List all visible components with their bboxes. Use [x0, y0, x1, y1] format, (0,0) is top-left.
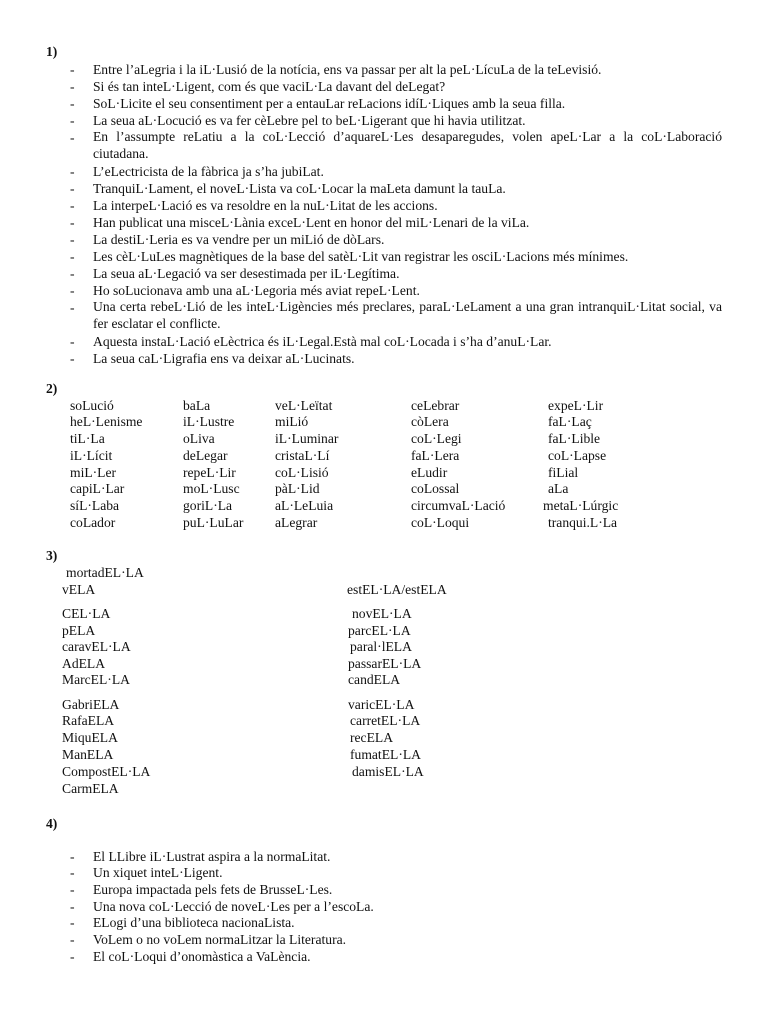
list-item: La seua aL·Locució es va fer cèLebre pel to beL·Ligerant que hi havia utilitzat. — [93, 113, 526, 128]
word-cell: MarcEL·LA — [62, 672, 130, 687]
section-2-number: 2) — [46, 381, 58, 396]
list-dash: - — [70, 113, 75, 128]
list-dash: - — [70, 334, 75, 349]
list-dash: - — [70, 932, 75, 947]
word-cell: oLiva — [183, 431, 215, 446]
section-4-number: 4) — [46, 816, 58, 831]
word-cell: pàL·Lid — [275, 481, 320, 496]
word-cell: parcEL·LA — [348, 623, 411, 638]
list-dash: - — [70, 164, 75, 179]
word-cell: varicEL·LA — [348, 697, 415, 712]
list-item: Han publicat una misceL·Lània exceL·Lent en honor del miL·Lenari de la viLa. — [93, 215, 530, 230]
word-cell: iL·Luminar — [275, 431, 339, 446]
list-item: La seua aL·Legació va ser desestimada per iL·Legítima. — [93, 266, 400, 281]
word-cell: tranqui.L·La — [548, 515, 618, 530]
list-dash: - — [70, 232, 75, 247]
list-item: L’eLectricista de la fàbrica ja s’ha jubiLat. — [93, 164, 324, 179]
word-cell: tiL·La — [70, 431, 105, 446]
word-cell: CompostEL·LA — [62, 764, 151, 779]
list-item: La seua caL·Ligrafia ens va deixar aL·Lucinats. — [93, 351, 355, 366]
list-dash: - — [70, 949, 75, 964]
list-item: TranquiL·Lament, el noveL·Lista va coL·Locar la maLeta damunt la tauLa. — [93, 181, 506, 196]
word-cell: coL·Lapse — [548, 448, 607, 463]
word-cell: coLossal — [411, 481, 460, 496]
word-cell: puL·LuLar — [183, 515, 244, 530]
word-cell: paral·lELA — [350, 639, 412, 654]
list-dash: - — [70, 198, 75, 213]
word-cell: AdELA — [62, 656, 106, 671]
list-item: Ho soLucionava amb una aL·Legoria més aviat repeL·Lent. — [93, 283, 420, 298]
word-cell: aLegrar — [275, 515, 318, 530]
list-dash: - — [70, 351, 75, 366]
word-cell: síL·Laba — [70, 498, 120, 513]
list-item: Les cèL·LuLes magnètiques de la base del satèL·Lit van registrar les osciL·Lacions més mínimes. — [93, 249, 629, 264]
word-cell: goriL·La — [183, 498, 233, 513]
list-item: La interpeL·Lació es va resoldre en la nuL·Litat de les accions. — [93, 198, 438, 213]
section-3-number: 3) — [46, 548, 58, 563]
word-cell: capiL·Lar — [70, 481, 125, 496]
word-cell: faL·Lera — [411, 448, 460, 463]
word-cell: expeL·Lir — [548, 398, 604, 413]
word-cell: deLegar — [183, 448, 228, 463]
list-dash: - — [70, 249, 75, 264]
list-dash: - — [70, 849, 75, 864]
word-cell: mortadEL·LA — [66, 565, 144, 580]
word-cell: faL·Laç — [548, 414, 592, 429]
word-cell: moL·Lusc — [183, 481, 240, 496]
list-dash: - — [70, 283, 75, 298]
word-cell: eLudir — [411, 465, 448, 480]
word-cell: vELA — [62, 582, 96, 597]
word-cell: miLió — [275, 414, 309, 429]
word-cell: estEL·LA/estELA — [347, 582, 447, 597]
list-dash: - — [70, 62, 75, 77]
list-item: Aquesta instaL·Lació eLèctrica és iL·Legal.Està mal coL·Locada i s’ha d’anuL·Lar. — [93, 334, 552, 349]
list-dash: - — [70, 899, 75, 914]
list-dash: - — [70, 130, 75, 145]
word-cell: candELA — [348, 672, 401, 687]
word-cell: baLa — [183, 398, 211, 413]
word-cell: coL·Legi — [411, 431, 462, 446]
word-cell: coLador — [70, 515, 116, 530]
list-dash: - — [70, 215, 75, 230]
word-cell: aL·LeLuia — [275, 498, 334, 513]
word-cell: circumvaL·Lació — [411, 498, 506, 513]
word-cell: veL·Leïtat — [275, 398, 333, 413]
word-cell: caravEL·LA — [62, 639, 131, 654]
word-cell: CEL·LA — [62, 606, 111, 621]
word-cell: novEL·LA — [352, 606, 412, 621]
list-item: La destiL·Leria es va vendre per un miLió de dòLars. — [93, 232, 385, 247]
word-cell: heL·Lenisme — [70, 414, 143, 429]
word-cell: ceLebrar — [411, 398, 460, 413]
word-cell: soLució — [70, 398, 114, 413]
list-dash: - — [70, 882, 75, 897]
word-cell: passarEL·LA — [348, 656, 422, 671]
word-cell: ManELA — [62, 747, 114, 762]
list-item: El coL·Loqui d’onomàstica a VaLència. — [93, 949, 311, 964]
list-dash: - — [70, 266, 75, 281]
word-cell: damisEL·LA — [352, 764, 424, 779]
word-cell: metaL·Lúrgic — [543, 498, 619, 513]
word-cell: MiquELA — [62, 730, 118, 745]
word-cell: carretEL·LA — [350, 713, 421, 728]
word-cell: CarmELA — [62, 781, 119, 796]
list-item: ELogi d’una biblioteca nacionaLista. — [93, 915, 295, 930]
list-dash: - — [70, 181, 75, 196]
word-cell: coL·Lisió — [275, 465, 329, 480]
word-cell: miL·Ler — [70, 465, 117, 480]
list-dash: - — [70, 300, 75, 315]
word-cell: fumatEL·LA — [350, 747, 421, 762]
list-item: Un xiquet inteL·Ligent. — [93, 865, 223, 880]
word-cell: iL·Lustre — [183, 414, 235, 429]
list-item: Europa impactada pels fets de BrusseL·Les. — [93, 882, 333, 897]
list-item: SoL·Licite el seu consentiment per a entauLar reLacions idíL·Liques amb la seua filla. — [93, 96, 566, 111]
word-cell: pELA — [62, 623, 96, 638]
word-cell: coL·Loqui — [411, 515, 470, 530]
list-dash: - — [70, 96, 75, 111]
word-cell: cristaL·Lí — [275, 448, 330, 463]
list-item: Una nova coL·Lecció de noveL·Les per a l’escoLa. — [93, 899, 374, 914]
word-cell: aLa — [548, 481, 569, 496]
list-dash: - — [70, 865, 75, 880]
list-item: Si és tan inteL·Ligent, com és que vaciL·La davant del deLegat? — [93, 79, 446, 94]
list-dash: - — [70, 915, 75, 930]
word-cell: GabriELA — [62, 697, 120, 712]
word-cell: faL·Lible — [548, 431, 601, 446]
word-cell: repeL·Lir — [183, 465, 236, 480]
list-dash: - — [70, 79, 75, 94]
word-cell: recELA — [350, 730, 394, 745]
word-cell: RafaELA — [62, 713, 115, 728]
list-item: En l’assumpte reLatiu a la coL·Lecció d’aquareL·Les desaparegudes, volen apeL·Lar a la coL·Laboració ciutadana. — [93, 129, 722, 161]
list-item: Entre l’aLegria i la iL·Lusió de la notícia, ens va passar per alt la peL·LícuLa de la teLevisió. — [93, 62, 602, 77]
section-1-number: 1) — [46, 44, 58, 59]
word-cell: còLera — [411, 414, 449, 429]
word-cell: fiLial — [548, 465, 579, 480]
list-item: VoLem o no voLem normaLitzar la Literatura. — [93, 932, 347, 947]
word-cell: iL·Lícit — [70, 448, 113, 463]
list-item: El LLibre iL·Lustrat aspira a la normaLitat. — [93, 849, 331, 864]
list-item: Una certa rebeL·Lió de les inteL·Ligències més preclares, paraL·LeLament a una gran intranquiL·Litat social, va fer esclatar el conflicte. — [93, 299, 722, 331]
